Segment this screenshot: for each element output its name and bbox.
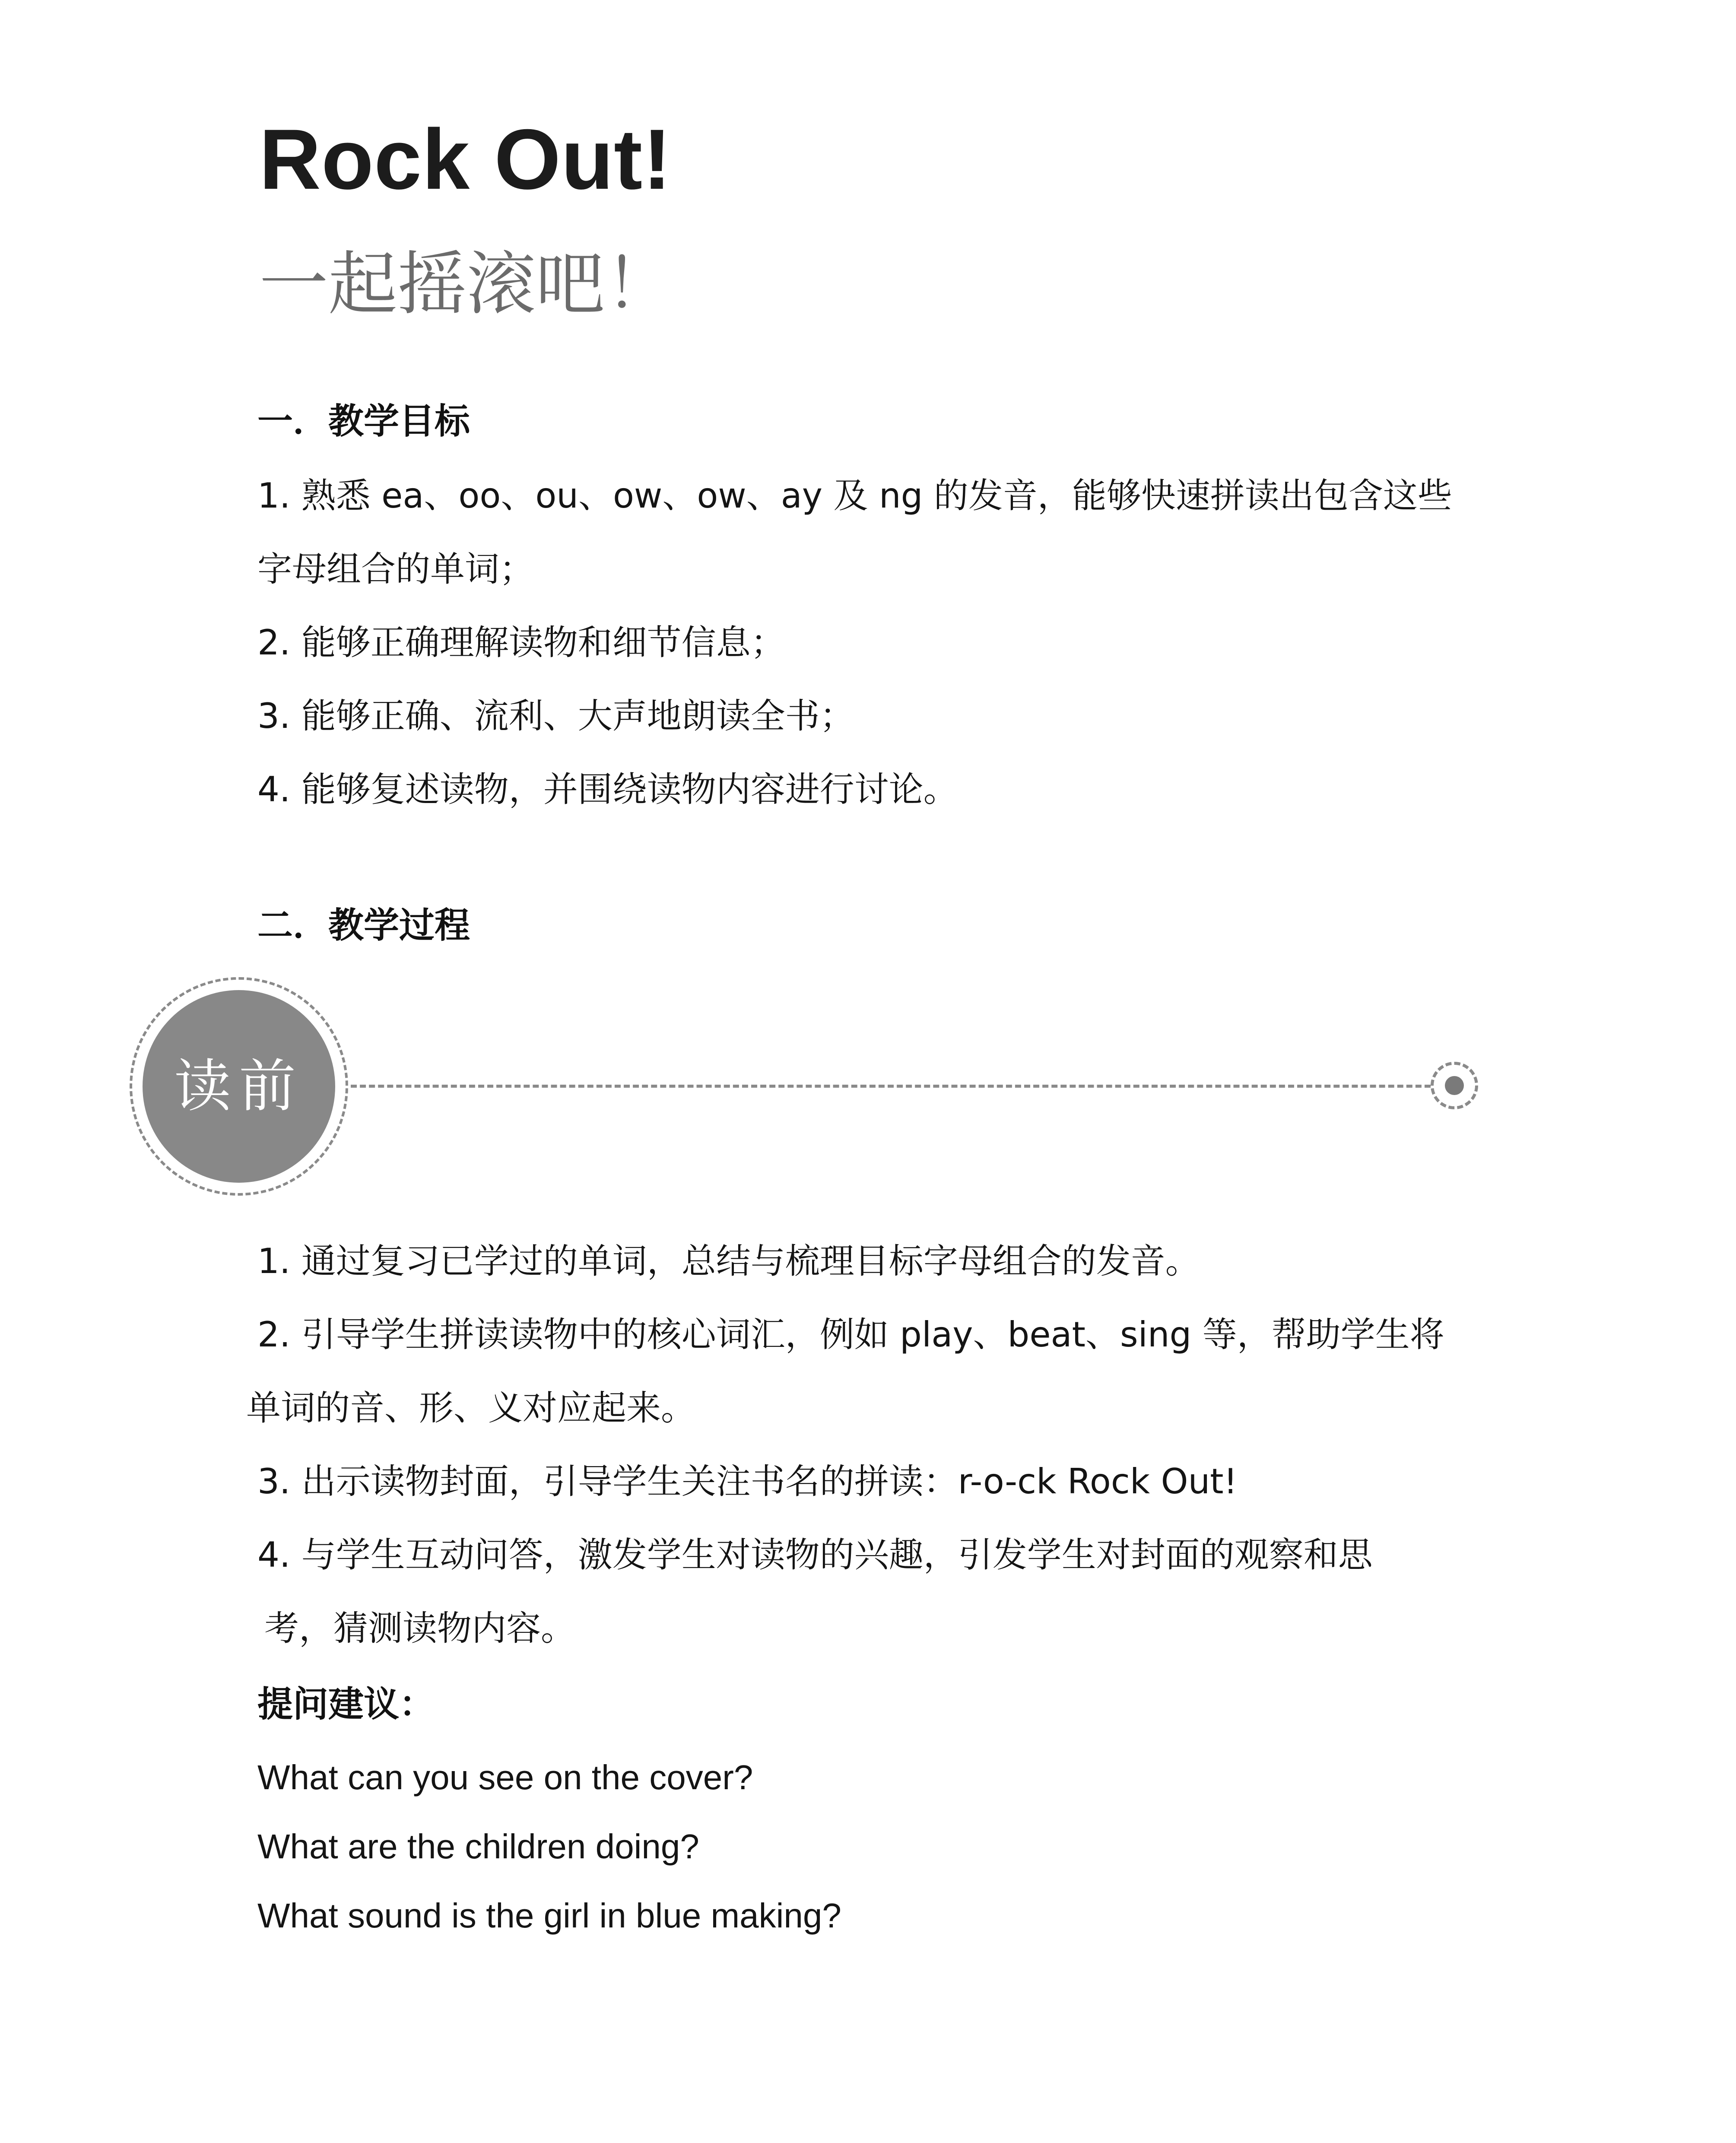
title-chinese: 一起摇滚吧！ [259,244,674,324]
process-line: 3. 出示读物封面，引导学生关注书名的拼读：r-o-ck Rock Out! [257,1461,1238,1502]
process-line: 单词的音、形、义对应起来。 [246,1388,695,1428]
objective-line: 4. 能够复述读物，并围绕读物内容进行讨论。 [257,769,958,810]
process-line: 考，猜测读物内容。 [264,1608,575,1648]
question-item: What are the children doing? [257,1827,699,1866]
question-item: What can you see on the cover? [257,1758,753,1797]
stage-badge [130,977,350,1197]
stage-badge-label: 读前 [174,1053,304,1120]
section-heading-process: 二．教学过程 [257,905,470,946]
objective-line: 2. 能够正确理解读物和细节信息； [257,622,785,663]
objective-line: 字母组合的单词； [257,549,534,589]
stage-divider-line [351,1085,1431,1088]
process-line: 4. 与学生互动问答，激发学生对读物的兴趣，引发学生对封面的观察和思 [257,1535,1373,1575]
questions-heading: 提问建议： [257,1684,435,1725]
process-line: 1. 通过复习已学过的单词，总结与梳理目标字母组合的发音。 [257,1241,1200,1281]
target-dot-center [1445,1076,1464,1095]
objective-line: 3. 能够正确、流利、大声地朗读全书； [257,696,854,736]
question-item: What sound is the girl in blue making? [257,1896,841,1935]
objective-line: 1. 熟悉 ea、oo、ou、ow、ow、ay 及 ng 的发音，能够快速拼读出包含这些 [257,476,1452,516]
process-line: 2. 引导学生拼读读物中的核心词汇，例如 play、beat、sing 等，帮助学生将 [257,1314,1444,1355]
section-heading-objectives: 一．教学目标 [257,401,470,442]
title-english: Rock Out! [259,111,672,207]
